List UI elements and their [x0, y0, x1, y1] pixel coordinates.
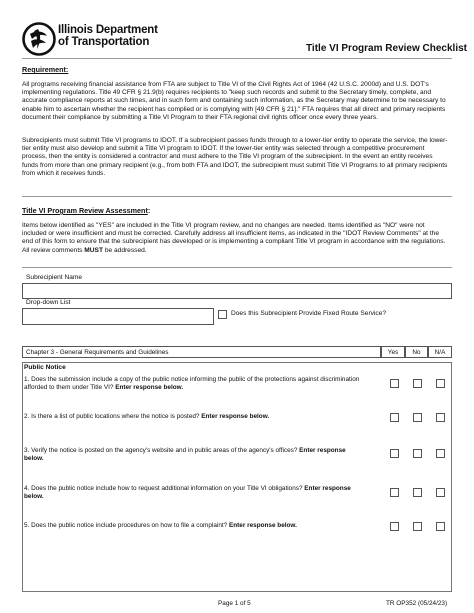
question-5-no-checkbox[interactable]	[413, 522, 422, 531]
idot-logo	[22, 22, 172, 62]
assessment-paragraph	[22, 222, 450, 255]
question-2-prompt: Enter response below.	[201, 413, 270, 420]
requirement-heading: Requirement:	[22, 65, 69, 74]
chapter-header: Chapter 3 - General Requirements and Guidelines	[22, 346, 381, 358]
question-4	[24, 485, 364, 500]
assessment-heading-colon: :	[147, 206, 151, 215]
subrecipient-name-label: Subrecipient Name	[26, 274, 83, 281]
requirement-paragraph-1: All programs receiving financial assistance from FTA are subject to Title VI of the Civil Rights Act of 1964 (42 U.S.C. 2000d) and U.S. DOT's implementing regulations. Title 49 CFR § 21.9(b) requires recipients to "keep such records and submit to the Secretary timely, complete, and accurate compliance reports at such times, and in such form and containing such information, as the Secretary may determine to be necessary to enable him to ascertain whether the recipient has complied or is complying with [49 CFR § 21]." FTA requires that all direct and primary recipients document their compliance by submitting a Title VI Program to their FTA regional civil rights officer once every three years.	[22, 81, 446, 121]
header-divider	[22, 58, 452, 59]
question-1-yes-checkbox[interactable]	[390, 379, 399, 388]
questions-block	[22, 362, 452, 592]
assessment-text-b: be addressed.	[102, 246, 147, 254]
question-4-na-checkbox[interactable]	[436, 488, 445, 497]
section-divider	[22, 196, 452, 197]
document-title: Title VI Program Review Checklist	[306, 43, 467, 54]
question-2-text: 2. Is there a list of public locations where the notice is posted?	[24, 413, 202, 420]
question-4-no-checkbox[interactable]	[413, 488, 422, 497]
question-1	[24, 376, 364, 391]
question-2-na-checkbox[interactable]	[436, 413, 445, 422]
question-1-text: 1. Does the submission include a copy of the public notice informing the public of the protections against discrimination afforded to them under Title VI?	[24, 376, 360, 391]
question-1-na-checkbox[interactable]	[436, 379, 445, 388]
col-yes-header: Yes	[381, 346, 405, 358]
assessment-text-must: MUST	[84, 246, 103, 254]
question-3-na-checkbox[interactable]	[436, 449, 445, 458]
question-5	[24, 522, 384, 530]
question-3-prompt: Enter response below.	[24, 447, 346, 462]
question-3-text: 3. Verify the notice is posted on the agency's website and in public areas of the agency's offices?	[24, 447, 300, 454]
requirement-paragraph-2: Subrecipients must submit Title VI programs to IDOT. If a subrecipient passes funds through to a lower-tier entity to operate the service, the lower-tier entity must also develop and submit a Title VI program to IDOT. If the lower-tier entity was selected through a competitive procurement process, then the entity is considered a contractor and must adhere to the Title VI program of the subrecipient. In the event an entity receives funds from more than one primary recipient (e.g., from both FTA and IDOT, the subrecipient must submit Title VI Programs to all primary recipients from which it receives funds.	[22, 137, 448, 177]
question-1-prompt: Enter response below.	[115, 383, 184, 391]
question-2-no-checkbox[interactable]	[413, 413, 422, 422]
fixed-route-checkbox[interactable]	[218, 310, 227, 319]
dropdown-select[interactable]	[22, 308, 214, 325]
question-5-na-checkbox[interactable]	[436, 522, 445, 531]
question-3	[24, 447, 364, 462]
question-4-yes-checkbox[interactable]	[390, 488, 399, 497]
fixed-route-label: Does this Subrecipient Provide Fixed Route Service?	[231, 310, 387, 317]
question-5-text: 5. Does the public notice include procedures on how to file a complaint?	[24, 522, 229, 529]
question-5-yes-checkbox[interactable]	[390, 522, 399, 531]
form-id: TR OP352 (05/24/23)	[386, 600, 448, 607]
assessment-heading: Title VI Program Review Assessment	[22, 206, 148, 215]
question-1-no-checkbox[interactable]	[413, 379, 422, 388]
question-3-yes-checkbox[interactable]	[390, 449, 399, 458]
question-4-prompt: Enter response below.	[24, 485, 351, 500]
question-3-no-checkbox[interactable]	[413, 449, 422, 458]
question-2-yes-checkbox[interactable]	[390, 413, 399, 422]
question-5-prompt: Enter response below.	[228, 522, 297, 529]
org-name-line2: of Transportation	[58, 36, 150, 48]
col-no-header: No	[405, 346, 428, 358]
org-name-line1: Illinois Department	[58, 24, 158, 36]
subrecipient-name-field[interactable]	[22, 283, 452, 299]
assessment-heading-wrap	[22, 206, 150, 215]
public-notice-section-title: Public Notice	[24, 364, 66, 371]
col-na-header: N/A	[428, 346, 452, 358]
assessment-text-a: Items below identified as "YES" are included in the Title VI program review, and no changes are needed. Items identified as "NO" were not included or were insufficient and must be corrected. Carefully address all insufficient items, as indicated in the "IDOT Review Comments" at the end of this form to ensure that the subrecipient has developed or is implementing a compliant Title VI program in accordance with the regulations. All review comments	[22, 222, 446, 254]
idot-logo-icon	[22, 22, 56, 56]
dropdown-label: Drop-down List	[26, 299, 71, 306]
form-divider	[22, 267, 452, 268]
question-2	[24, 413, 364, 421]
question-4-text: 4. Does the public notice include how to request additional information on your Title VI obligations?	[24, 485, 305, 492]
page-number: Page 1 of 5	[218, 600, 251, 607]
